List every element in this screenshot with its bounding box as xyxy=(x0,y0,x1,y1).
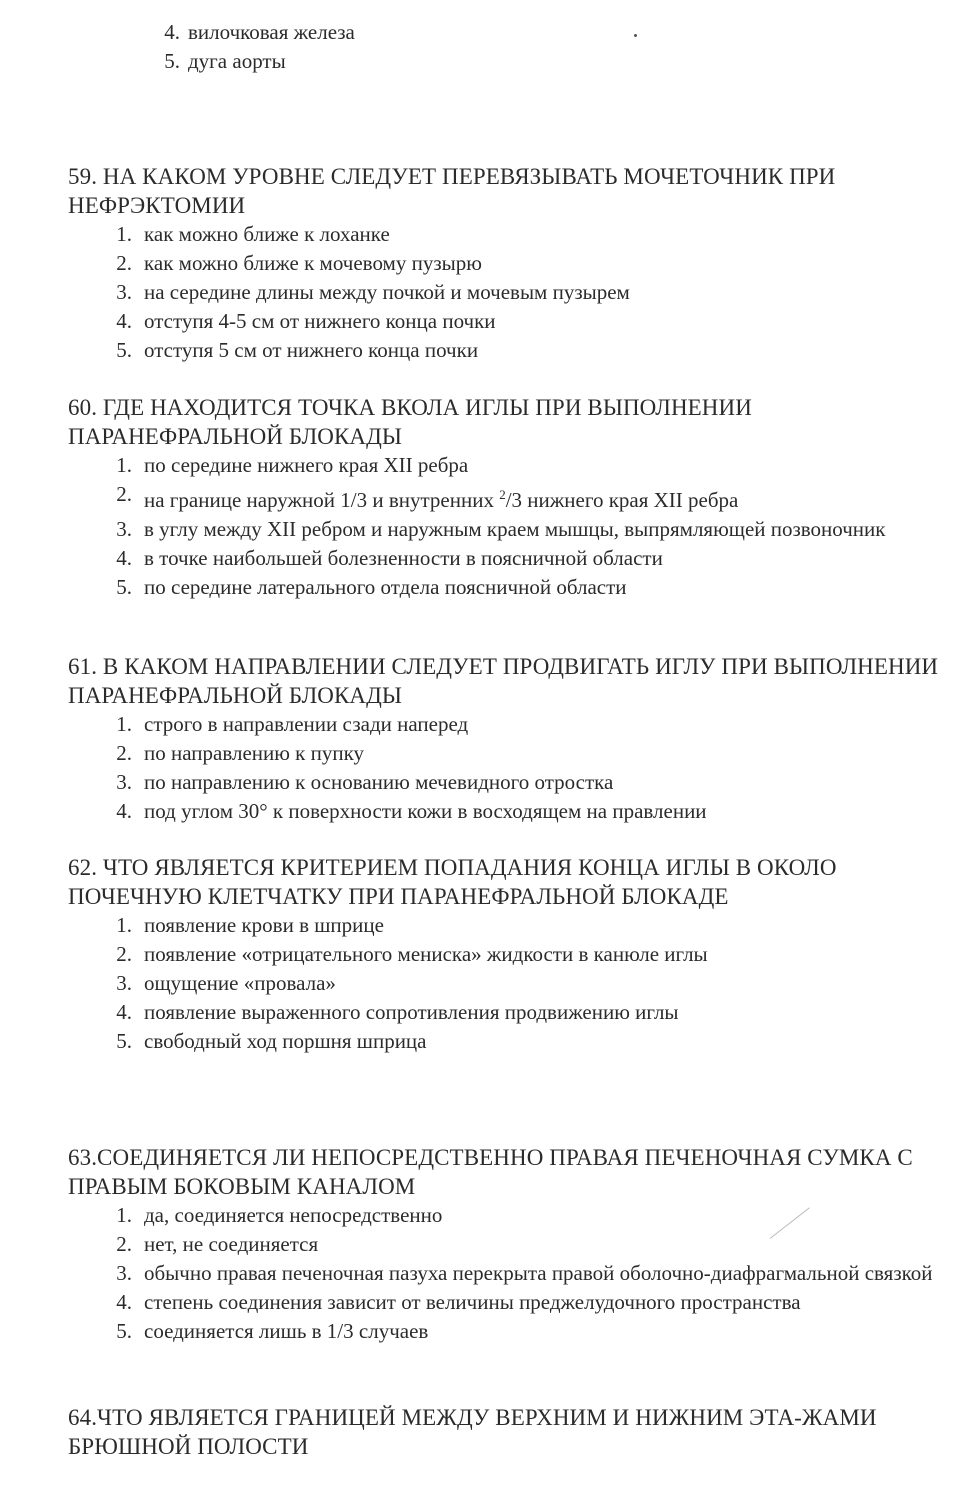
answer-item: 5. дуга аорты xyxy=(164,49,286,73)
answer-item: 4. степень соединения зависит от величины преджелудочного пространства xyxy=(116,1290,801,1314)
answer-list xyxy=(68,451,948,602)
answer-item: 4. отступя 4-5 см от нижнего конца почки xyxy=(116,309,496,333)
previous-question-answers xyxy=(150,18,355,76)
answer-item: 1. по середине нижнего края XII ребра xyxy=(116,453,469,477)
question-title: 63.СОЕДИНЯЕТСЯ ЛИ НЕПОСРЕДСТВЕННО ПРАВАЯ ПЕЧЕНОЧНАЯ СУМКА С ПРАВЫМ БОКОВЫМ КАНАЛОМ xyxy=(68,1145,913,1199)
answer-item: 3. обычно правая печеночная пазуха перекрыта правой оболочно-диафрагмальной связкой xyxy=(116,1261,933,1285)
question-59 xyxy=(68,162,948,365)
answer-item: 5. соединяется лишь в 1/3 случаев xyxy=(116,1319,429,1343)
question-title: 64.ЧТО ЯВЛЯЕТСЯ ГРАНИЦЕЙ МЕЖДУ ВЕРХНИМ И НИЖНИМ ЭТА-ЖАМИ БРЮШНОЙ ПОЛОСТИ xyxy=(68,1405,877,1459)
question-title: 60. ГДЕ НАХОДИТСЯ ТОЧКА ВКОЛА ИГЛЫ ПРИ ВЫПОЛНЕНИИ ПАРАНЕФРАЛЬНОЙ БЛОКАДЫ xyxy=(68,395,752,449)
answer-item: 4. вилочковая железа xyxy=(164,20,355,44)
answer-list xyxy=(68,911,948,1056)
answer-item: 2. по направлению к пупку xyxy=(116,741,365,765)
answer-item: 1. появление крови в шприце xyxy=(116,913,384,937)
question-title: 61. В КАКОМ НАПРАВЛЕНИИ СЛЕДУЕТ ПРОДВИГАТЬ ИГЛУ ПРИ ВЫПОЛНЕНИИ ПАРАНЕФРАЛЬНОЙ БЛОКАДЫ xyxy=(68,654,939,708)
answer-item: 2. на границе наружной 1/3 и внутренних $^2$/3 нижнего края XII ребра xyxy=(116,482,739,512)
answer-item: 5. по середине латерального отдела поясничной области xyxy=(116,575,627,599)
answer-item: 4. под углом 30° к поверхности кожи в восходящем на правлении xyxy=(116,799,707,823)
answer-item: 1. строго в направлении сзади наперед xyxy=(116,712,469,736)
answer-item: 5. свободный ход поршня шприца xyxy=(116,1029,427,1053)
question-title: 59. НА КАКОМ УРОВНЕ СЛЕДУЕТ ПЕРЕВЯЗЫВАТЬ МОЧЕТОЧНИК ПРИ НЕФРЭКТОМИИ xyxy=(68,164,836,218)
answer-item: 5. отступя 5 см от нижнего конца почки xyxy=(116,338,479,362)
scan-speck xyxy=(634,34,637,37)
answer-item: 2. нет, не соединяется xyxy=(116,1232,319,1256)
question-64 xyxy=(68,1403,948,1461)
answer-item: 1. как можно ближе к лоханке xyxy=(116,222,390,246)
answer-item: 4. появление выраженного сопротивления продвижению иглы xyxy=(116,1000,679,1024)
answer-item: 2. как можно ближе к мочевому пузырю xyxy=(116,251,482,275)
question-title: 62. ЧТО ЯВЛЯЕТСЯ КРИТЕРИЕМ ПОПАДАНИЯ КОНЦА ИГЛЫ В ОКОЛО ПОЧЕЧНУЮ КЛЕТЧАТКУ ПРИ ПАРАНЕФРАЛЬНОЙ БЛОКАДЕ xyxy=(68,855,837,909)
answer-list xyxy=(68,1201,948,1346)
answer-item: 3. ощущение «провала» xyxy=(116,971,336,995)
question-63 xyxy=(68,1143,948,1346)
answer-item: 3. по направлению к основанию мечевидного отростка xyxy=(116,770,614,794)
question-60 xyxy=(68,393,948,602)
question-61 xyxy=(68,652,948,826)
answer-item: 2. появление «отрицательного мениска» жидкости в канюле иглы xyxy=(116,942,708,966)
answer-list xyxy=(68,220,948,365)
answer-list xyxy=(68,710,948,826)
answer-item: 3. на середине длины между почкой и мочевым пузырем xyxy=(116,280,630,304)
answer-item: 4. в точке наибольшей болезненности в поясничной области xyxy=(116,546,663,570)
answer-item: 1. да, соединяется непосредственно xyxy=(116,1203,443,1227)
answer-item: 3. в углу между XII ребром и наружным краем мышцы, выпрямляющей позвоночник xyxy=(116,517,886,541)
question-62 xyxy=(68,853,948,1056)
